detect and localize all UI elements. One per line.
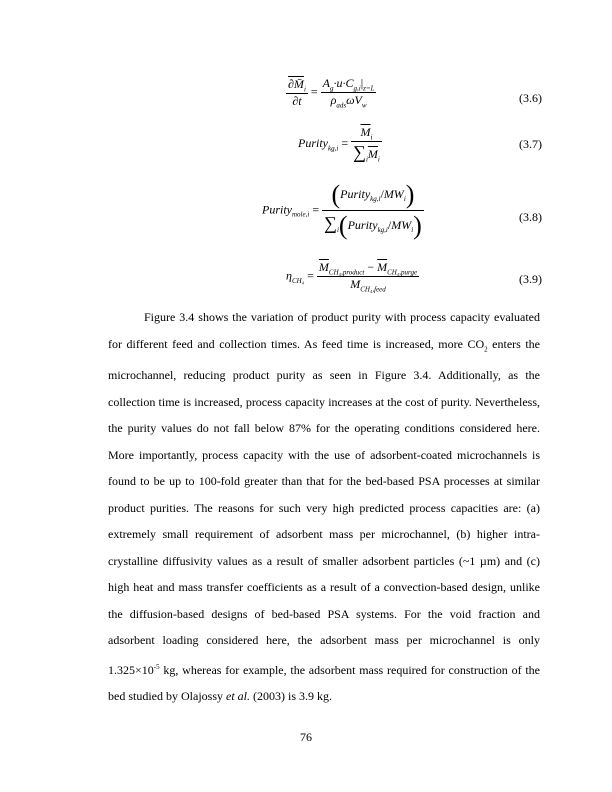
et-al: et al. — [226, 689, 250, 704]
equation-number: (3.8) — [519, 210, 542, 224]
eq-sub: CH₄,product — [328, 268, 365, 277]
subscript: 2 — [484, 344, 488, 353]
eq-term: η — [286, 268, 292, 283]
equation-number: (3.6) — [519, 91, 542, 105]
eq-sub: i — [365, 155, 368, 164]
eq-lhs-num: ∂M̄ — [288, 76, 304, 91]
equation-3-7: Purity$_{kg,i}$ = $\frac{\overline{M}_i}{\sum_i\overline{M}_i}$ — [298, 125, 380, 164]
eq-term: MW — [383, 186, 404, 201]
eq-term: Purity — [262, 202, 292, 217]
text-run: kg, whereas for example, the adsorbent mass required for construction of the bed studied by Olajossy — [108, 662, 540, 704]
equation-3-8: Purity$_{mole,i}$ = $\frac{(Purity_{kg,i}/MW_i)}{\sum_i(Purity_{kg,i}/MW_i)}$ — [262, 180, 422, 240]
superscript: -5 — [153, 662, 160, 671]
sum-symbol: ∑ — [353, 142, 366, 163]
eq-sub: g,i — [353, 84, 361, 93]
page-number: 76 — [300, 730, 312, 744]
text-run: Figure 3.4 shows the variation of product purity with process capacity evaluated for different feed and collection times. As feed time is increased, more CO — [108, 310, 540, 351]
eq-sub: mole,i — [292, 210, 310, 219]
eq-lhs-den: ∂t — [286, 93, 308, 109]
eq-term: ·u·C — [333, 76, 354, 90]
eq-sub: i — [377, 155, 380, 164]
eq-term: $\overline{M}$ — [360, 125, 371, 139]
text-run: enters the microchannel, reducing product purity as seen in Figure 3.4. Additionally, as the collection time is increased, process capacity increases at the cost of purity. Nevertheless, the purity values do not fall below 87% for the operating conditions considered here. More importantly, process capacity with the use of adsorbent-coated microchannels is found to be up to 100-fold greater than that for the bed-based PSA processes at similar product purities. The reasons for such very high predicted process capacities are: (a) extremely small requirement of adsorbent mass per microchannel, (b) higher intra-crystalline diffusivity values as a result of smaller adsorbent particles (~1 µm) and (c) high heat and mass transfer coefficients as a result of a convection-based design, unlike the diffusion-based designs of bed-based PSA systems. For the void fraction and adsorbent loading considered here, the adsorbent mass per microchannel is only 1.325×10 — [108, 336, 541, 677]
eq-sub: kg,i — [328, 144, 339, 153]
body-text — [108, 304, 540, 710]
eq-term: Purity — [298, 136, 328, 151]
eq-sub: kg,i — [370, 195, 381, 204]
eq-sub: i — [411, 226, 414, 235]
eq-term: $\overline{M}$ — [350, 277, 361, 292]
eq-sub: CH₄,purge — [387, 268, 418, 277]
equation-number: (3.7) — [519, 137, 542, 151]
eq-term: Purity — [347, 217, 378, 232]
eq-sub: i — [370, 133, 373, 142]
minus-sign: − — [367, 260, 375, 274]
eq-term: $\overline{M}$ — [377, 260, 388, 274]
eq-sub: i — [303, 85, 306, 94]
eq-sub: i — [403, 195, 406, 204]
eq-sub: i — [336, 226, 339, 235]
eq-term: Purity — [340, 186, 371, 201]
eq-sub: kg,i — [377, 226, 388, 235]
eq-sub: w — [361, 101, 367, 110]
eq-sub: g — [330, 84, 334, 93]
eq-sub: CH₄ — [291, 277, 305, 286]
eq-sub: ads — [336, 101, 347, 110]
equation-3-6: $\frac{\partial M̄_i}{\partial t}$ = $\frac{A_g\cdot u\cdot C_{g,i}|_{z=L}}{\rho_{ads}\omega V_w}$ — [288, 76, 375, 110]
eq-eval: z=L — [363, 84, 375, 93]
sum-symbol: ∑ — [324, 212, 337, 233]
eq-term: ωV — [346, 93, 362, 108]
eq-term: $\overline{M}$ — [367, 147, 378, 162]
eq-term: A — [322, 76, 331, 90]
equation-3-9: $\eta_{CH_4}$ = $\frac{\overline{M}_{CH_4,product} - \overline{M}_{CH_4,purge}}{\overline{M}_{CH_4,feed}}$ — [286, 260, 418, 294]
eq-term: MW — [391, 217, 412, 232]
eq-term: ρ — [330, 93, 337, 108]
paragraph — [108, 304, 540, 710]
eq-sub: CH₄,feed — [360, 285, 386, 294]
eq-term: $\overline{M}$ — [318, 260, 329, 274]
text-run: (2003) is 3.9 kg. — [250, 689, 332, 704]
equation-number: (3.9) — [519, 272, 542, 286]
